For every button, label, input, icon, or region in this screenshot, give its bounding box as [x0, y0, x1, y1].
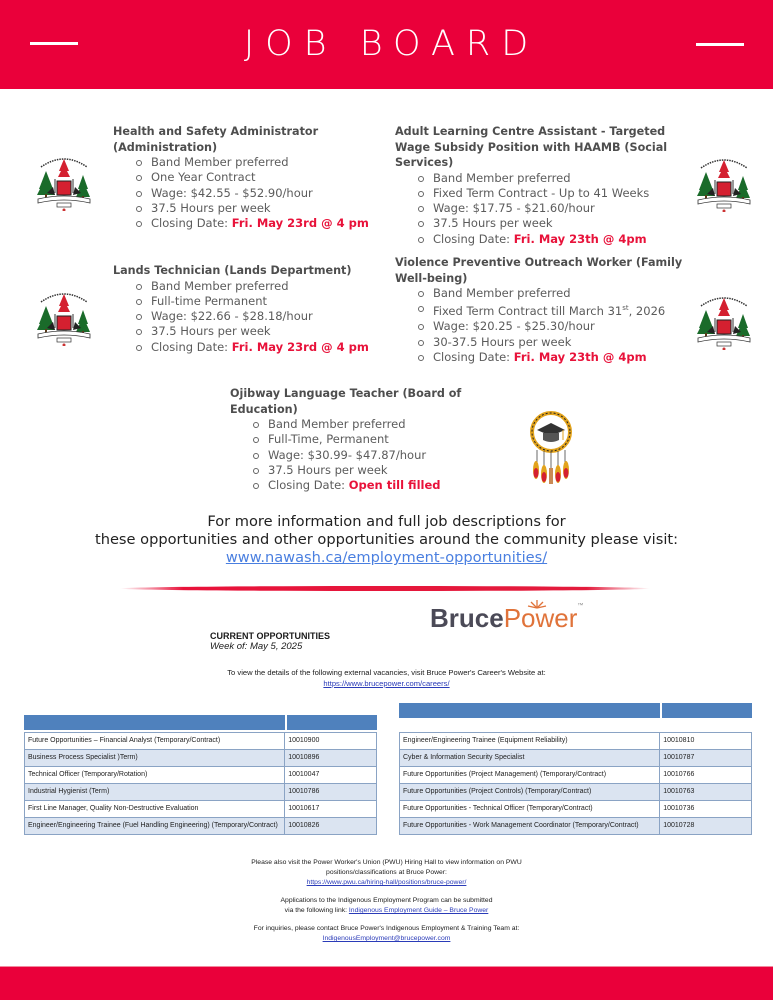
table-row [400, 818, 752, 835]
closing-date [252, 478, 530, 493]
closing-label: Closing Date: [151, 216, 232, 231]
job-details [113, 155, 383, 231]
chippewas-of-nawash-logo [693, 150, 755, 212]
bruce-power-heading [210, 631, 330, 652]
job-id: 10010826 [285, 818, 377, 835]
job-title: Violence Preventive Outreach Worker (Family Well-being) [395, 256, 683, 285]
current-opportunities-heading: CURRENT OPPORTUNITIES [210, 631, 331, 641]
iep-text: via the following link: [284, 907, 349, 914]
job-title: Health and Safety Administrator (Administration) [113, 125, 319, 154]
job-posting [113, 263, 383, 355]
contact-text: For inquiries, please contact Bruce Power's Indigenous Employment & Training Team at: [253, 925, 520, 932]
closing-value: Fri. May 23rd @ 4 pm [231, 339, 369, 354]
job-detail: Band Member preferred [417, 286, 685, 301]
job-id: 10010736 [660, 801, 752, 818]
job-detail: 30-37.5 Hours per week [417, 335, 685, 350]
job-title: Ojibway Language Teacher (Board of Education) [230, 387, 462, 416]
job-details [395, 171, 695, 247]
closing-date [135, 340, 383, 355]
job-name: Engineer/Engineering Trainee (Fuel Handling Engineering) (Temporary/Contract) [25, 818, 285, 835]
job-id: 10010728 [660, 818, 752, 835]
info-line: For more information and full job descriptions for [207, 513, 566, 530]
divider-swoosh [120, 586, 650, 591]
job-id: 10010763 [660, 784, 752, 801]
careers-info [0, 667, 773, 689]
logo-power: Power [503, 603, 578, 633]
closing-label: Closing Date: [151, 339, 232, 354]
table-row [25, 750, 377, 767]
iep-note [0, 896, 773, 916]
table-header-bar [399, 703, 752, 718]
job-name: Future Opportunities – Financial Analyst (Temporary/Contract) [25, 733, 285, 750]
job-detail: 37.5 Hours per week [135, 201, 383, 216]
closing-date [417, 350, 685, 365]
job-id: 10010766 [660, 767, 752, 784]
job-name: Future Opportunities (Project Management) (Temporary/Contract) [400, 767, 660, 784]
table-header-bar [24, 715, 377, 730]
table-row [400, 750, 752, 767]
pwu-link[interactable]: https://www.pwu.ca/hiring-hall/positions/bruce-power/ [306, 879, 467, 886]
employment-opportunities-link[interactable]: www.nawash.ca/employment-opportunities/ [225, 549, 548, 566]
chippewas-of-nawash-logo [693, 288, 755, 350]
closing-value: Fri. May 23th @ 4pm [513, 350, 647, 365]
job-name: Engineer/Engineering Trainee (Equipment Reliability) [400, 733, 660, 750]
info-line: these opportunities and other opportunities around the community please visit: [94, 531, 679, 548]
job-detail [417, 301, 685, 319]
closing-label: Closing Date: [433, 350, 514, 365]
more-info-section [0, 513, 773, 567]
pwu-note [0, 858, 773, 888]
ordinal-suffix: st [622, 304, 629, 313]
job-detail: 37.5 Hours per week [135, 324, 383, 339]
closing-value: Fri. May 23th @ 4pm [513, 231, 647, 246]
job-details [395, 286, 685, 365]
table-row [25, 801, 377, 818]
pwu-text: positions/classifications at Bruce Power: [326, 869, 447, 876]
job-name: First Line Manager, Quality Non-Destructive Evaluation [25, 801, 285, 818]
job-name: Technical Officer (Temporary/Rotation) [25, 767, 285, 784]
pwu-text: Please also visit the Power Worker's Union (PWU) Hiring Hall to view information on PWU [251, 859, 522, 866]
job-detail: Wage: $20.25 - $25.30/hour [417, 319, 685, 334]
week-of: Week of: May 5, 2025 [210, 641, 303, 652]
job-details [230, 417, 530, 493]
closing-date [417, 232, 695, 247]
board-of-education-logo [529, 410, 573, 486]
job-id: 10010896 [285, 750, 377, 767]
job-id: 10010787 [660, 750, 752, 767]
job-detail: Full-time Permanent [135, 294, 383, 309]
job-name: Business Process Specialist )Term) [25, 750, 285, 767]
job-id: 10010786 [285, 784, 377, 801]
job-name: Future Opportunities - Work Management Coordinator (Temporary/Contract) [400, 818, 660, 835]
job-detail: One Year Contract [135, 170, 383, 185]
job-id: 10010047 [285, 767, 377, 784]
contact-note [0, 924, 773, 944]
opportunities-table-right [399, 732, 752, 835]
job-title: Lands Technician (Lands Department) [113, 264, 352, 277]
job-posting [113, 124, 383, 231]
closing-label: Closing Date: [268, 478, 349, 493]
job-detail: Band Member preferred [417, 171, 695, 186]
logo-bruce: Bruce [430, 603, 504, 633]
job-posting [395, 255, 685, 365]
opportunities-table-left [24, 732, 377, 835]
iep-link[interactable]: Indigenous Employment Guide – Bruce Power [348, 907, 489, 914]
iep-text: Applications to the Indigenous Employment Program can be submitted [280, 897, 493, 904]
closing-value: Open till filled [348, 478, 441, 493]
job-detail: Band Member preferred [135, 279, 383, 294]
job-detail: Fixed Term Contract - Up to 41 Weeks [417, 186, 695, 201]
job-detail: Band Member preferred [252, 417, 530, 432]
careers-link[interactable]: https://www.brucepower.com/careers/ [323, 679, 450, 688]
table-row [25, 818, 377, 835]
job-name: Future Opportunities - Technical Officer (Temporary/Contract) [400, 801, 660, 818]
job-detail: 37.5 Hours per week [252, 463, 530, 478]
job-detail: Full-Time, Permanent [252, 432, 530, 447]
job-id: 10010810 [660, 733, 752, 750]
header-banner [0, 0, 773, 89]
job-detail: 37.5 Hours per week [417, 216, 695, 231]
job-detail: Wage: $42.55 - $52.90/hour [135, 186, 383, 201]
closing-value: Fri. May 23rd @ 4 pm [231, 216, 369, 231]
job-name: Industrial Hygienist (Term) [25, 784, 285, 801]
job-detail: Wage: $30.99- $47.87/hour [252, 448, 530, 463]
bruce-power-notes [0, 858, 773, 952]
contract-year: , 2026 [628, 304, 666, 319]
contract-text: Fixed Term Contract till March 31 [433, 304, 623, 319]
table-row [400, 767, 752, 784]
footer-banner [0, 966, 773, 1000]
careers-text: To view the details of the following external vacancies, visit Bruce Power's Career's Website at: [227, 668, 546, 677]
closing-date [135, 216, 383, 231]
table-row [400, 733, 752, 750]
table-row [25, 733, 377, 750]
job-detail: Wage: $22.66 - $28.18/hour [135, 309, 383, 324]
job-detail: Band Member preferred [135, 155, 383, 170]
job-name: Cyber & Information Security Specialist [400, 750, 660, 767]
job-posting [395, 124, 695, 247]
logo-tm: ™ [577, 603, 584, 609]
page-title: JOB BOARD [243, 24, 540, 64]
table-row [400, 784, 752, 801]
bruce-power-logo [430, 603, 583, 634]
job-detail: Wage: $17.75 - $21.60/hour [417, 201, 695, 216]
table-row [25, 784, 377, 801]
job-posting [230, 386, 530, 493]
decorative-dash [696, 43, 744, 46]
table-row [400, 801, 752, 818]
job-id: 10010617 [285, 801, 377, 818]
chippewas-of-nawash-logo [33, 284, 95, 346]
job-name: Future Opportunities (Project Controls) (Temporary/Contract) [400, 784, 660, 801]
table-row [25, 767, 377, 784]
job-details [113, 279, 383, 355]
job-title: Adult Learning Centre Assistant - Targeted Wage Subsidy Position with HAAMB (Social Services) [395, 125, 668, 169]
contact-email-link[interactable]: IndigenousEmployment@brucepower.com [322, 935, 451, 942]
closing-label: Closing Date: [433, 231, 514, 246]
chippewas-of-nawash-logo [33, 149, 95, 211]
job-id: 10010900 [285, 733, 377, 750]
